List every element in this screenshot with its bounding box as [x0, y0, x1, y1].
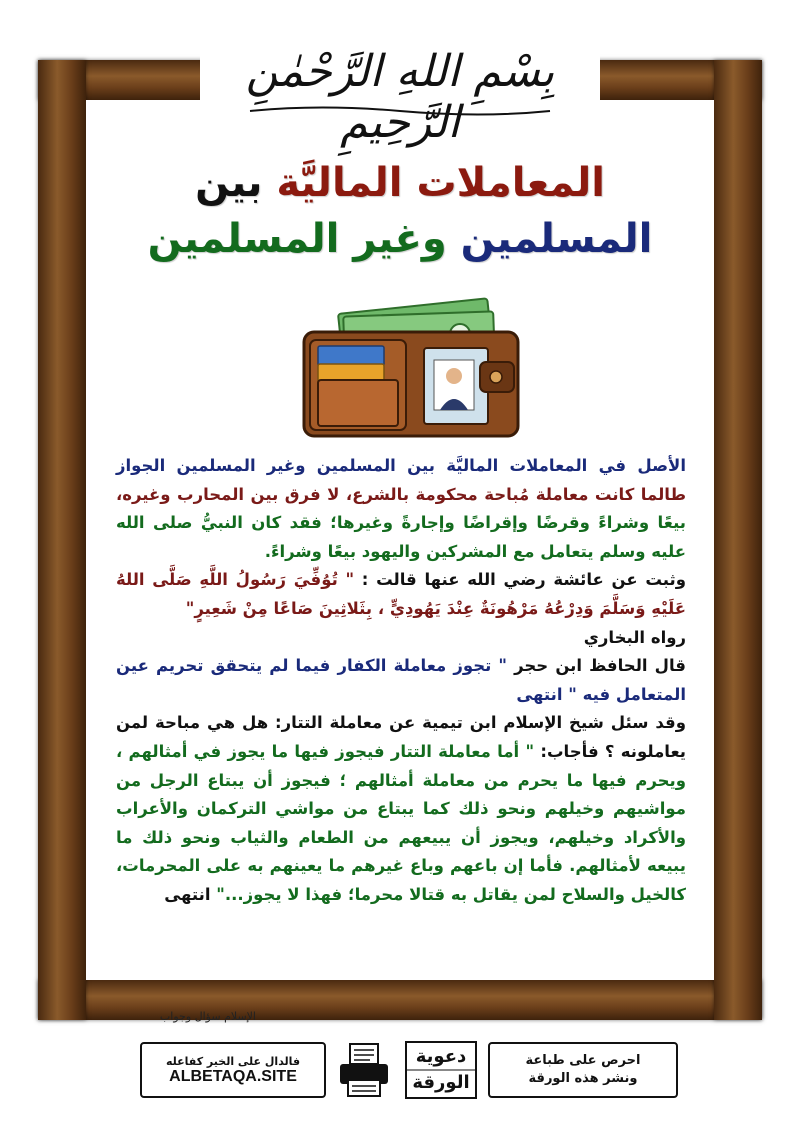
footer-slogan: فالدال على الخير كفاعله — [165, 1054, 301, 1068]
title-part-green: وغير المسلمين — [147, 216, 447, 262]
p1-line-b: طالما كانت معاملة مُباحة محكومة بالشرع، لا فرق بين المحارب وغيره، — [116, 484, 686, 504]
frame-right — [714, 60, 762, 1020]
paragraph-2 — [116, 566, 686, 623]
p4-answer: " أما معاملة التتار فيجوز فيها ما يجوز في أمثالهم ، ويحرم فيها ما يحرم من معاملة أمثالهم ؛ فيجوز أن يبتاع الرجل من مواشيهم وخيلهم ونحو ذلك كما يبتاع من مواشي التركمان والأعراب والأكراد وخيلهم، ويجوز أن يبيعهم من الطعام والثياب ونحو ذلك ما يبيعه لأمثالهم. فأما إن باعهم وباع غيرهم ما يعينهم به على المحرمات، كالخيل والسلاح لمن يقاتل به قتالا محرما؛ فهذا لا يجوز..." — [116, 741, 686, 904]
logo-line-1: دعوية — [415, 1046, 467, 1067]
wallet-icon — [300, 288, 520, 438]
p3-intro: قال الحافظ ابن حجر — [514, 656, 686, 676]
printer-icon — [334, 1040, 394, 1100]
p2-hadith-quote: " تُوُفِّيَ رَسُولُ اللَّهِ صَلَّى اللهُ عَلَيْهِ وَسَلَّمَ وَدِرْعُهُ مَرْهُونَةٌ عِنْدَ يَهُودِيٍّ ، بِثَلاثِينَ صَاعًا مِنْ شَعِيرٍ" — [116, 570, 686, 618]
paragraph-1 — [116, 452, 686, 566]
paragraph-2-ref — [116, 624, 686, 653]
title-line-1 — [86, 160, 714, 206]
title-part-black: بين — [195, 160, 263, 206]
p4-end: انتهى — [164, 884, 211, 904]
basmala-header — [200, 40, 600, 148]
frame-left — [38, 60, 86, 1020]
logo-dawa-paper — [404, 1040, 478, 1100]
footer-reminder-line-1: احرص على طباعة — [525, 1053, 641, 1068]
footer-print-reminder — [488, 1042, 678, 1098]
basmala-text: بِسْمِ اللهِ الرَّحْمٰنِ الرَّحِيمِ — [245, 46, 555, 148]
p2-intro: وثبت عن عائشة رضي الله عنها قالت : — [361, 570, 686, 590]
p1-line-c: بيعًا وشراءً وقرضًا وإقراضًا وإجارةً وغيرها؛ فقد كان النبيُّ صلى الله — [116, 513, 686, 533]
article-body — [116, 452, 686, 910]
source-credit: الإسلام سؤال وجواب — [159, 1010, 256, 1023]
paragraph-4 — [116, 709, 686, 909]
title-part-maroon: المعاملات الماليَّة — [276, 160, 605, 206]
logo-line-2: الورقة — [412, 1072, 470, 1093]
title-part-navy: المسلمين — [460, 216, 653, 262]
p1-line-a: الأصل في المعاملات الماليَّة بين المسلمين وغير المسلمين الجواز — [116, 456, 686, 475]
paragraph-3 — [116, 652, 686, 709]
footer-site-link[interactable]: ALBETAQA.SITE — [169, 1067, 297, 1085]
basmala-ornament-icon — [240, 104, 560, 118]
p4-question: وقد سئل شيخ الإسلام ابن تيمية عن معاملة التتار: هل هي مباحة لمن يعاملونه ؟ فأجاب: — [116, 713, 686, 761]
footer-reminder-line-2: ونشر هذه الورقة — [528, 1071, 638, 1086]
title-line-2 — [86, 216, 714, 262]
p3-quote: " تجوز معاملة الكفار فيما لم يتحقق تحريم عين المتعامل فيه " انتهى — [116, 656, 686, 704]
footer-site-box — [140, 1042, 326, 1098]
p1-line-d: عليه وسلم يتعامل مع المشركين واليهود بيعًا وشراءً. — [264, 541, 686, 561]
p2-reference: رواه البخاري — [583, 627, 686, 647]
